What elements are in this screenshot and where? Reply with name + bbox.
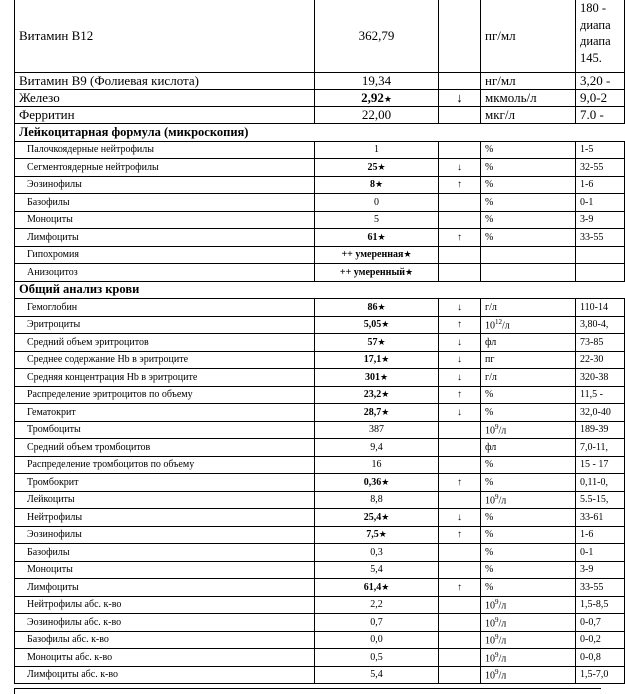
arrow-down-icon: ↓ bbox=[457, 161, 462, 173]
test-value: 17,1★ bbox=[315, 351, 439, 369]
test-name: Железо bbox=[15, 90, 315, 107]
result-row bbox=[15, 614, 625, 632]
test-reference: 1,5-8,5 bbox=[576, 596, 625, 614]
test-name: Ферритин bbox=[15, 107, 315, 124]
test-value: 1 bbox=[315, 141, 439, 159]
section-title: Лейкоцитарная формула (микроскопия) bbox=[15, 124, 625, 142]
result-row bbox=[15, 491, 625, 509]
abnormal-flag: ★ bbox=[381, 511, 390, 522]
result-row bbox=[15, 439, 625, 457]
test-value: ++ умеренный★ bbox=[315, 264, 439, 282]
arrow-down-icon: ↓ bbox=[457, 406, 462, 418]
result-row bbox=[15, 526, 625, 544]
test-name: Распределение тромбоцитов по объему bbox=[15, 456, 315, 474]
result-row bbox=[15, 596, 625, 614]
test-unit: $10^9/л$ bbox=[481, 421, 576, 439]
test-unit bbox=[481, 264, 576, 282]
test-value: 0,36★ bbox=[315, 474, 439, 492]
test-value: 0,0 bbox=[315, 631, 439, 649]
test-reference: 3,20 - bbox=[576, 73, 625, 90]
lab-results-table bbox=[14, 0, 625, 684]
test-name: Моноциты абс. к-во bbox=[15, 649, 315, 667]
test-reference: 15 - 17 bbox=[576, 456, 625, 474]
test-unit: фл bbox=[481, 334, 576, 352]
test-reference: 22-30 bbox=[576, 351, 625, 369]
test-unit: $10^9/л$ bbox=[481, 596, 576, 614]
test-name: Лимфоциты bbox=[15, 229, 315, 247]
abnormal-flag: ★ bbox=[381, 354, 390, 365]
test-reference: 9,0-2 bbox=[576, 90, 625, 107]
test-name: Моноциты bbox=[15, 211, 315, 229]
abnormal-flag: ★ bbox=[379, 371, 389, 382]
result-row bbox=[15, 666, 625, 684]
test-reference: 3-9 bbox=[576, 211, 625, 229]
result-row bbox=[15, 194, 625, 212]
test-unit: $10^{12}/л$ bbox=[481, 316, 576, 334]
test-value: 61★ bbox=[315, 229, 439, 247]
test-unit: $10^9/л$ bbox=[481, 491, 576, 509]
test-value: 25★ bbox=[315, 159, 439, 177]
result-row bbox=[15, 474, 625, 492]
test-unit: % bbox=[481, 579, 576, 597]
test-unit: % bbox=[481, 544, 576, 562]
test-reference: 1-5 bbox=[576, 141, 625, 159]
result-row bbox=[15, 351, 625, 369]
result-row bbox=[15, 369, 625, 387]
result-row bbox=[15, 404, 625, 422]
test-reference: 110-14 bbox=[576, 299, 625, 317]
result-row bbox=[15, 649, 625, 667]
result-row bbox=[15, 211, 625, 229]
test-reference: 3-9 bbox=[576, 561, 625, 579]
arrow-up-icon: ↑ bbox=[457, 529, 462, 541]
abnormal-flag: ★ bbox=[381, 319, 390, 330]
test-unit: % bbox=[481, 194, 576, 212]
test-unit: пг bbox=[481, 351, 576, 369]
abnormal-flag: ★ bbox=[381, 389, 390, 400]
test-reference: 33-55 bbox=[576, 579, 625, 597]
test-reference: 0-0,2 bbox=[576, 631, 625, 649]
result-row bbox=[15, 107, 625, 124]
result-row bbox=[15, 176, 625, 194]
test-unit: г/л bbox=[481, 369, 576, 387]
section-header bbox=[15, 124, 625, 142]
test-unit: фл bbox=[481, 439, 576, 457]
test-unit: $10^9/л$ bbox=[481, 631, 576, 649]
test-name: Гипохромия bbox=[15, 246, 315, 264]
test-value: 28,7★ bbox=[315, 404, 439, 422]
test-name: Тромбокрит bbox=[15, 474, 315, 492]
test-reference: 320-38 bbox=[576, 369, 625, 387]
test-unit: % bbox=[481, 456, 576, 474]
result-row bbox=[15, 334, 625, 352]
result-row bbox=[15, 159, 625, 177]
test-name: Эритроциты bbox=[15, 316, 315, 334]
test-reference: 3,80-4, bbox=[576, 316, 625, 334]
arrow-up-icon: ↑ bbox=[457, 389, 462, 401]
result-row bbox=[15, 316, 625, 334]
test-unit: % bbox=[481, 404, 576, 422]
abnormal-flag: ★ bbox=[374, 179, 384, 190]
result-row bbox=[15, 264, 625, 282]
test-value: 0,3 bbox=[315, 544, 439, 562]
test-value: 8★ bbox=[315, 176, 439, 194]
abnormal-flag: ★ bbox=[377, 161, 386, 172]
abnormal-flag: ★ bbox=[377, 301, 386, 312]
test-name: Сегментоядерные нейтрофилы bbox=[15, 159, 315, 177]
test-reference: 0-1 bbox=[576, 194, 625, 212]
test-value: 8,8 bbox=[315, 491, 439, 509]
test-value: 9,4 bbox=[315, 439, 439, 457]
test-reference: 73-85 bbox=[576, 334, 625, 352]
test-name: Палочкоядерные нейтрофилы bbox=[15, 141, 315, 159]
test-name: Эозинофилы bbox=[15, 176, 315, 194]
test-name: Нейтрофилы абс. к-во bbox=[15, 596, 315, 614]
test-unit: $10^9/л$ bbox=[481, 666, 576, 684]
abnormal-flag: ★ bbox=[377, 231, 386, 242]
arrow-up-icon: ↑ bbox=[457, 179, 462, 191]
test-reference: 180 - диапа диапа 145. bbox=[576, 0, 625, 73]
test-value: 0,5 bbox=[315, 649, 439, 667]
test-value: 16 bbox=[315, 456, 439, 474]
test-value: 86★ bbox=[315, 299, 439, 317]
arrow-up-icon: ↑ bbox=[457, 476, 462, 488]
test-unit: % bbox=[481, 386, 576, 404]
test-unit: нг/мл bbox=[481, 73, 576, 90]
arrow-down-icon: ↓ bbox=[457, 371, 462, 383]
test-unit: % bbox=[481, 561, 576, 579]
arrow-down-icon: ↓ bbox=[457, 354, 462, 366]
test-name: Базофилы абс. к-во bbox=[15, 631, 315, 649]
test-value: 61,4★ bbox=[315, 579, 439, 597]
abnormal-flag: ★ bbox=[405, 266, 414, 277]
result-row bbox=[15, 509, 625, 527]
test-value: 57★ bbox=[315, 334, 439, 352]
test-reference: 7.0 - bbox=[576, 107, 625, 124]
test-reference: 33-61 bbox=[576, 509, 625, 527]
test-name: Распределение эритроцитов по объему bbox=[15, 386, 315, 404]
result-row bbox=[15, 229, 625, 247]
test-value: 19,34 bbox=[315, 73, 439, 90]
test-value: 5 bbox=[315, 211, 439, 229]
test-unit: % bbox=[481, 229, 576, 247]
abnormal-flag: ★ bbox=[377, 336, 386, 347]
abnormal-flag: ★ bbox=[381, 581, 390, 592]
test-reference: 0,11-0, bbox=[576, 474, 625, 492]
result-row bbox=[15, 631, 625, 649]
result-row bbox=[15, 561, 625, 579]
test-name: Гематокрит bbox=[15, 404, 315, 422]
result-row bbox=[15, 421, 625, 439]
test-value: 362,79 bbox=[315, 0, 439, 73]
test-name: Анизоцитоз bbox=[15, 264, 315, 282]
test-unit: % bbox=[481, 509, 576, 527]
arrow-up-icon: ↑ bbox=[457, 319, 462, 331]
test-reference: 33-55 bbox=[576, 229, 625, 247]
test-name: Гемоглобин bbox=[15, 299, 315, 317]
test-name: Эозинофилы bbox=[15, 526, 315, 544]
test-reference: 7,0-11, bbox=[576, 439, 625, 457]
test-value: 22,00 bbox=[315, 107, 439, 124]
test-value: 5,4 bbox=[315, 666, 439, 684]
test-unit: % bbox=[481, 176, 576, 194]
test-unit: мкмоль/л bbox=[481, 90, 576, 107]
test-name: Среднее содержание Hb в эритроците bbox=[15, 351, 315, 369]
test-reference: 0-1 bbox=[576, 544, 625, 562]
test-unit: % bbox=[481, 474, 576, 492]
test-reference: 0-0,8 bbox=[576, 649, 625, 667]
test-value: ++ умеренная★ bbox=[315, 246, 439, 264]
arrow-up-icon: ↑ bbox=[457, 231, 462, 243]
test-reference: 11,5 - bbox=[576, 386, 625, 404]
section-title: Общий анализ крови bbox=[15, 281, 625, 299]
test-value: 0,7 bbox=[315, 614, 439, 632]
test-reference: 0-0,7 bbox=[576, 614, 625, 632]
test-name: Тромбоциты bbox=[15, 421, 315, 439]
result-row bbox=[15, 141, 625, 159]
test-name: Лейкоциты bbox=[15, 491, 315, 509]
test-name: Витамин В9 (Фолиевая кислота) bbox=[15, 73, 315, 90]
abnormal-flag: ★ bbox=[378, 529, 387, 540]
result-row bbox=[15, 73, 625, 90]
test-unit: % bbox=[481, 526, 576, 544]
arrow-up-icon: ↑ bbox=[457, 581, 462, 593]
arrow-down-icon: ↓ bbox=[457, 301, 462, 313]
test-unit bbox=[481, 246, 576, 264]
test-reference: 32-55 bbox=[576, 159, 625, 177]
section-header bbox=[15, 281, 625, 299]
arrow-down-icon: ↓ bbox=[456, 90, 463, 105]
test-name: Средняя концентрация Hb в эритроците bbox=[15, 369, 315, 387]
result-row bbox=[15, 579, 625, 597]
test-reference: 32,0-40 bbox=[576, 404, 625, 422]
test-name: Базофилы bbox=[15, 544, 315, 562]
test-name: Средний объем тромбоцитов bbox=[15, 439, 315, 457]
test-value: 2,2 bbox=[315, 596, 439, 614]
test-value: 0 bbox=[315, 194, 439, 212]
test-name: Витамин В12 bbox=[15, 0, 315, 73]
abnormal-flag: ★ bbox=[381, 476, 390, 487]
footer-note-edge bbox=[14, 688, 601, 694]
test-unit: % bbox=[481, 159, 576, 177]
test-value: 387 bbox=[315, 421, 439, 439]
test-reference: 1-6 bbox=[576, 526, 625, 544]
test-value: 5,4 bbox=[315, 561, 439, 579]
test-name: Нейтрофилы bbox=[15, 509, 315, 527]
test-unit: г/л bbox=[481, 299, 576, 317]
test-name: Лимфоциты абс. к-во bbox=[15, 666, 315, 684]
test-value: 25,4★ bbox=[315, 509, 439, 527]
test-reference: 1-6 bbox=[576, 176, 625, 194]
test-reference: 5.5-15, bbox=[576, 491, 625, 509]
abnormal-flag: ★ bbox=[383, 94, 392, 104]
test-reference bbox=[576, 246, 625, 264]
test-unit: мкг/л bbox=[481, 107, 576, 124]
test-value: 23,2★ bbox=[315, 386, 439, 404]
abnormal-flag: ★ bbox=[381, 406, 390, 417]
test-value: 301★ bbox=[315, 369, 439, 387]
arrow-down-icon: ↓ bbox=[457, 336, 462, 348]
result-row bbox=[15, 544, 625, 562]
test-name: Базофилы bbox=[15, 194, 315, 212]
test-name: Лимфоциты bbox=[15, 579, 315, 597]
test-value: 5,05★ bbox=[315, 316, 439, 334]
vitamin-b12-row bbox=[15, 0, 625, 73]
test-unit: % bbox=[481, 141, 576, 159]
test-unit: $10^9/л$ bbox=[481, 614, 576, 632]
test-unit: % bbox=[481, 211, 576, 229]
result-row bbox=[15, 299, 625, 317]
arrow-down-icon: ↓ bbox=[457, 511, 462, 523]
result-row bbox=[15, 246, 625, 264]
result-row bbox=[15, 386, 625, 404]
test-reference: 1,5-7,0 bbox=[576, 666, 625, 684]
test-name: Эозинофилы абс. к-во bbox=[15, 614, 315, 632]
result-row bbox=[15, 456, 625, 474]
test-unit: пг/мл bbox=[481, 0, 576, 73]
abnormal-flag: ★ bbox=[403, 249, 412, 260]
test-reference bbox=[576, 264, 625, 282]
test-value: 2,92★ bbox=[315, 90, 439, 107]
test-unit: $10^9/л$ bbox=[481, 649, 576, 667]
test-reference: 189-39 bbox=[576, 421, 625, 439]
test-name: Моноциты bbox=[15, 561, 315, 579]
test-value: 7,5★ bbox=[315, 526, 439, 544]
test-name: Средний объем эритроцитов bbox=[15, 334, 315, 352]
result-row bbox=[15, 90, 625, 107]
